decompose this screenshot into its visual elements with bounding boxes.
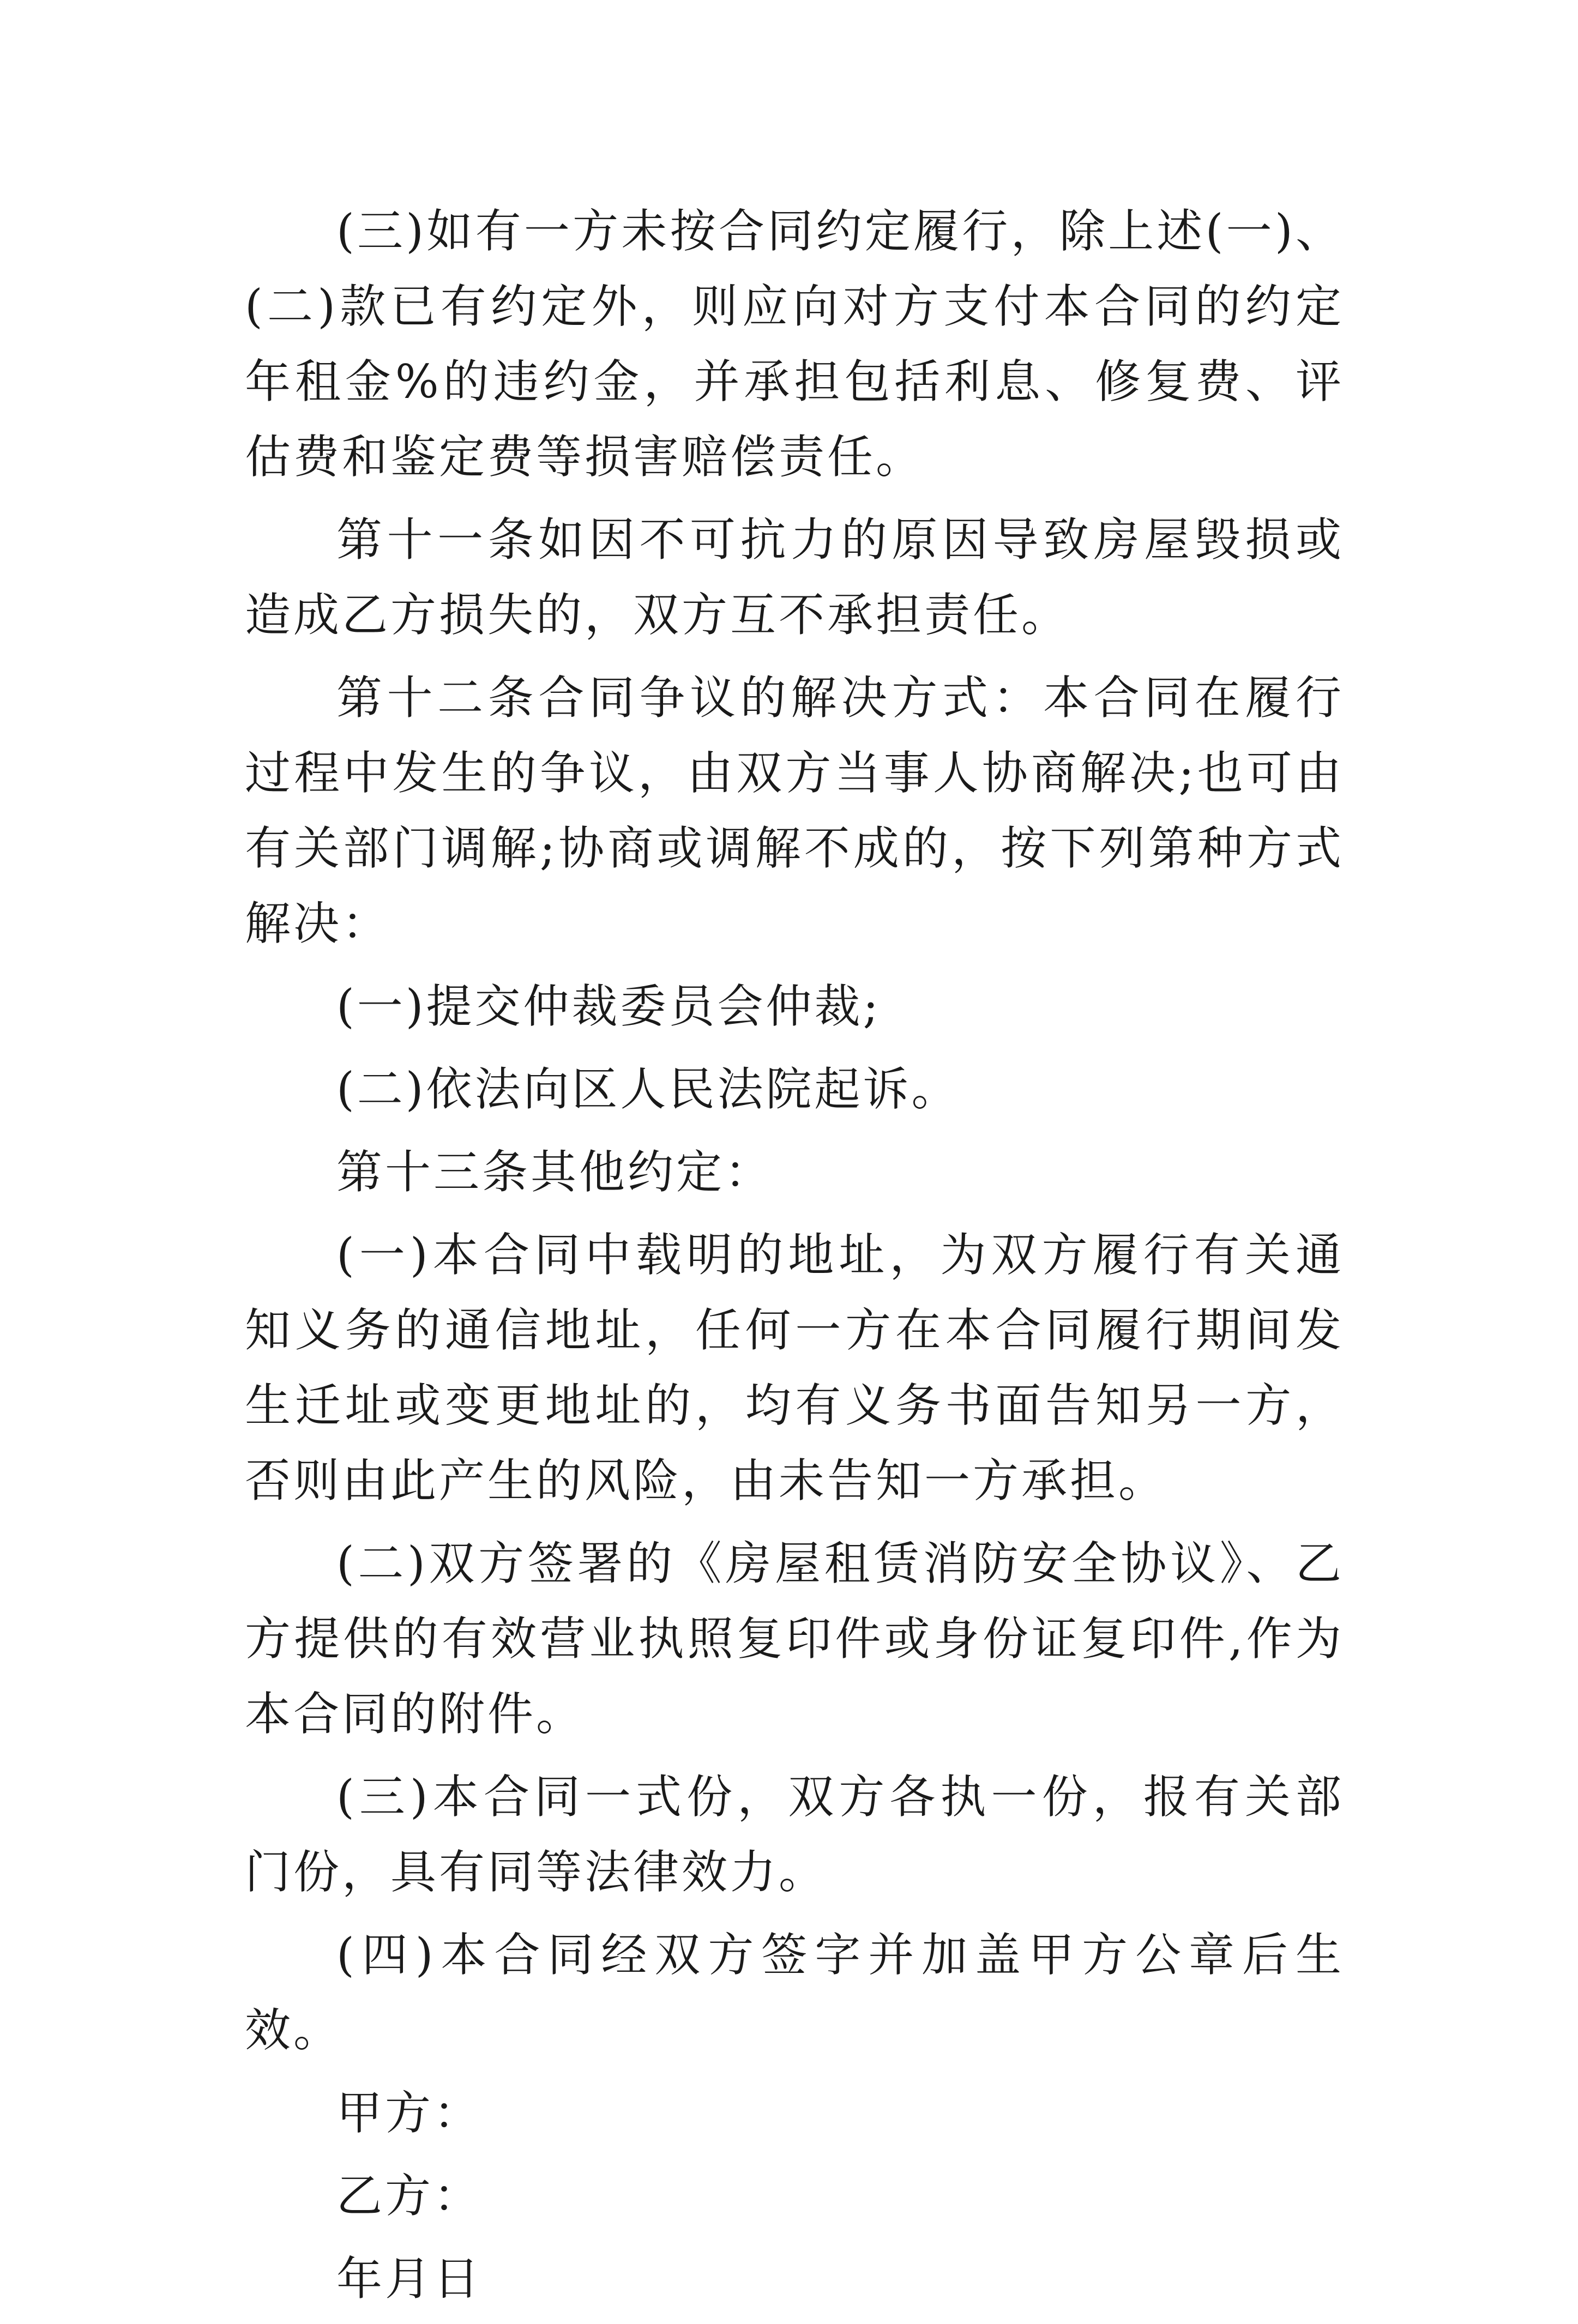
date-line: 年月日 bbox=[336, 2252, 483, 2305]
document-body bbox=[245, 194, 1344, 2324]
clause-12-dispute-resolution: 第十二条合同争议的解决方式：本合同在履行过程中发生的争议，由双方当事人协商解决;也可由有关部门调解;协商或调解不成的，按下列第种方式解决： bbox=[245, 671, 1344, 950]
clause-13-3-copies: (三)本合同一式份，双方各执一份，报有关部门份，具有同等法律效力。 bbox=[245, 1770, 1344, 1899]
clause-13-heading: 第十三条其他约定： bbox=[336, 1145, 774, 1199]
clause-10-3-penalty: (三)如有一方未按合同约定履行，除上述(一)、(二)款已有约定外，则应向对方支付本合同的约定年租金%的违约金，并承担包括利息、修复费、评估费和鉴定费等损害赔偿责任。 bbox=[245, 204, 1344, 484]
clause-13-2-attachments: (二)双方签署的《房屋租赁消防安全协议》、乙方提供的有效营业执照复印件或身份证复印件,作为本合同的附件。 bbox=[245, 1537, 1344, 1741]
clause-13-4-effective: (四)本合同经双方签字并加盖甲方公章后生效。 bbox=[245, 1928, 1344, 2057]
clause-12-option-2: (二)依法向区人民法院起诉。 bbox=[336, 1063, 960, 1116]
clause-11-force-majeure: 第十一条如因不可抗力的原因导致房屋毁损或造成乙方损失的，双方互不承担责任。 bbox=[245, 513, 1344, 642]
party-a-signature-line: 甲方： bbox=[336, 2086, 483, 2140]
clause-13-1-address: (一)本合同中载明的地址，为双方履行有关通知义务的通信地址，任何一方在本合同履行期间发生迁址或变更地址的，均有义务书面告知另一方，否则由此产生的风险，由未告知一方承担。 bbox=[245, 1228, 1344, 1507]
party-b-signature-line: 乙方： bbox=[336, 2169, 483, 2223]
clause-12-option-1: (一)提交仲裁委员会仲裁; bbox=[336, 980, 881, 1033]
